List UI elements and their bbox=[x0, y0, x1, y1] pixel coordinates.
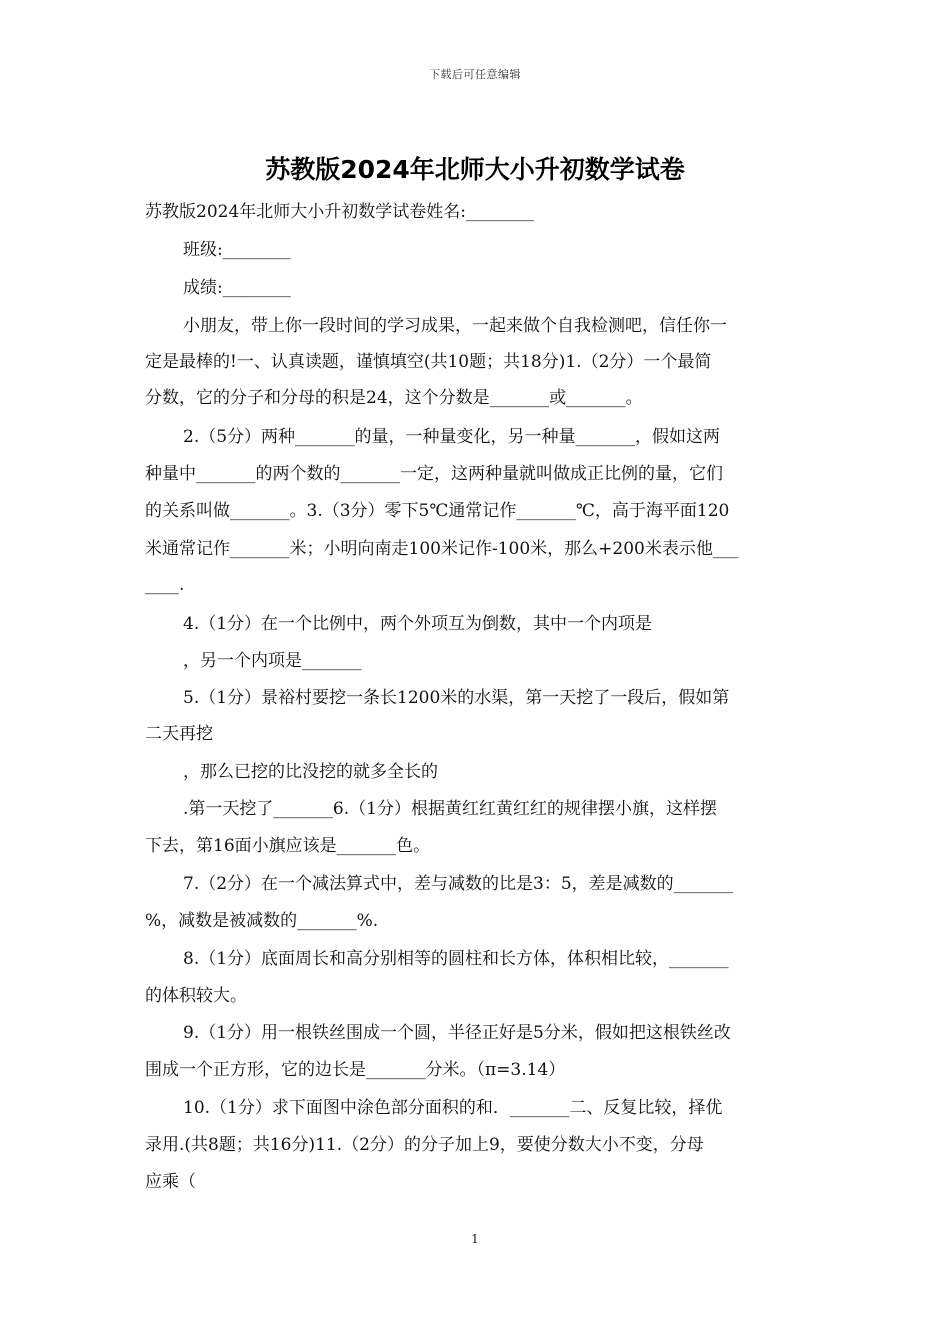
text-line: ，那么已挖的比没挖的就多全长的 bbox=[183, 762, 438, 782]
text-line: 的体积较大。 bbox=[145, 986, 247, 1006]
text-line: 4.（1分）在一个比例中，两个外项互为倒数，其中一个内项是 bbox=[183, 614, 653, 634]
header-note: 下载后可任意编辑 bbox=[429, 68, 521, 81]
text-line: ，另一个内项是_______ bbox=[183, 651, 362, 671]
text-line: 二天再挖 bbox=[145, 724, 213, 744]
text-line: 9.（1分）用一根铁丝围成一个圆，半径正好是5分米，假如把这根铁丝改 bbox=[183, 1023, 731, 1043]
text-line: %，减数是被减数的_______%. bbox=[145, 911, 379, 931]
text-line: 2.（5分）两种_______的量，一种量变化，另一种量_______，假如这两 bbox=[183, 427, 721, 447]
text-line: 围成一个正方形，它的边长是_______分米。（π=3.14） bbox=[145, 1060, 566, 1080]
text-line: 10.（1分）求下面图中涂色部分面积的和．_______二、反复比较，择优 bbox=[183, 1098, 723, 1118]
text-line: .第一天挖了_______6.（1分）根据黄红红黄红红的规律摆小旗，这样摆 bbox=[183, 799, 717, 819]
text-line: 录用.(共8题；共16分)11.（2分）的分子加上9，要使分数大小不变，分母 bbox=[145, 1135, 704, 1155]
text-line: 种量中_______的两个数的_______一定，这两种量就叫做成正比例的量，它们 bbox=[145, 464, 723, 484]
text-line: 米通常记作_______米；小明向南走100米记作-100米，那么+200米表示他___ bbox=[145, 539, 739, 559]
text-line: 班级:________ bbox=[183, 240, 291, 260]
text-line: 的关系叫做_______。3.（3分）零下5℃通常记作_______℃，高于海平面120 bbox=[145, 501, 730, 521]
text-line: 8.（1分）底面周长和高分别相等的圆柱和长方体，体积相比较，_______ bbox=[183, 949, 729, 969]
text-line: 应乘（ bbox=[145, 1172, 196, 1192]
text-line: 小朋友，带上你一段时间的学习成果，一起来做个自我检测吧，信任你一 bbox=[183, 316, 727, 336]
text-line: 成绩:________ bbox=[183, 278, 291, 298]
document-title: 苏教版2024年北师大小升初数学试卷 bbox=[265, 155, 685, 184]
text-line: 定是最棒的!一、认真读题，谨慎填空(共10题；共18分)1.（2分）一个最简 bbox=[145, 352, 712, 372]
page-number: 1 bbox=[471, 1232, 479, 1246]
text-line: 苏教版2024年北师大小升初数学试卷姓名:________ bbox=[145, 202, 534, 222]
text-line: 下去，第16面小旗应该是_______色。 bbox=[145, 836, 431, 856]
text-line: 分数，它的分子和分母的积是24，这个分数是_______或_______。 bbox=[145, 388, 643, 408]
text-line: ____. bbox=[145, 575, 185, 595]
text-line: 7.（2分）在一个减法算式中，差与减数的比是3：5，差是减数的_______ bbox=[183, 874, 734, 894]
text-line: 5.（1分）景裕村要挖一条长1200米的水渠，第一天挖了一段后，假如第 bbox=[183, 688, 730, 708]
